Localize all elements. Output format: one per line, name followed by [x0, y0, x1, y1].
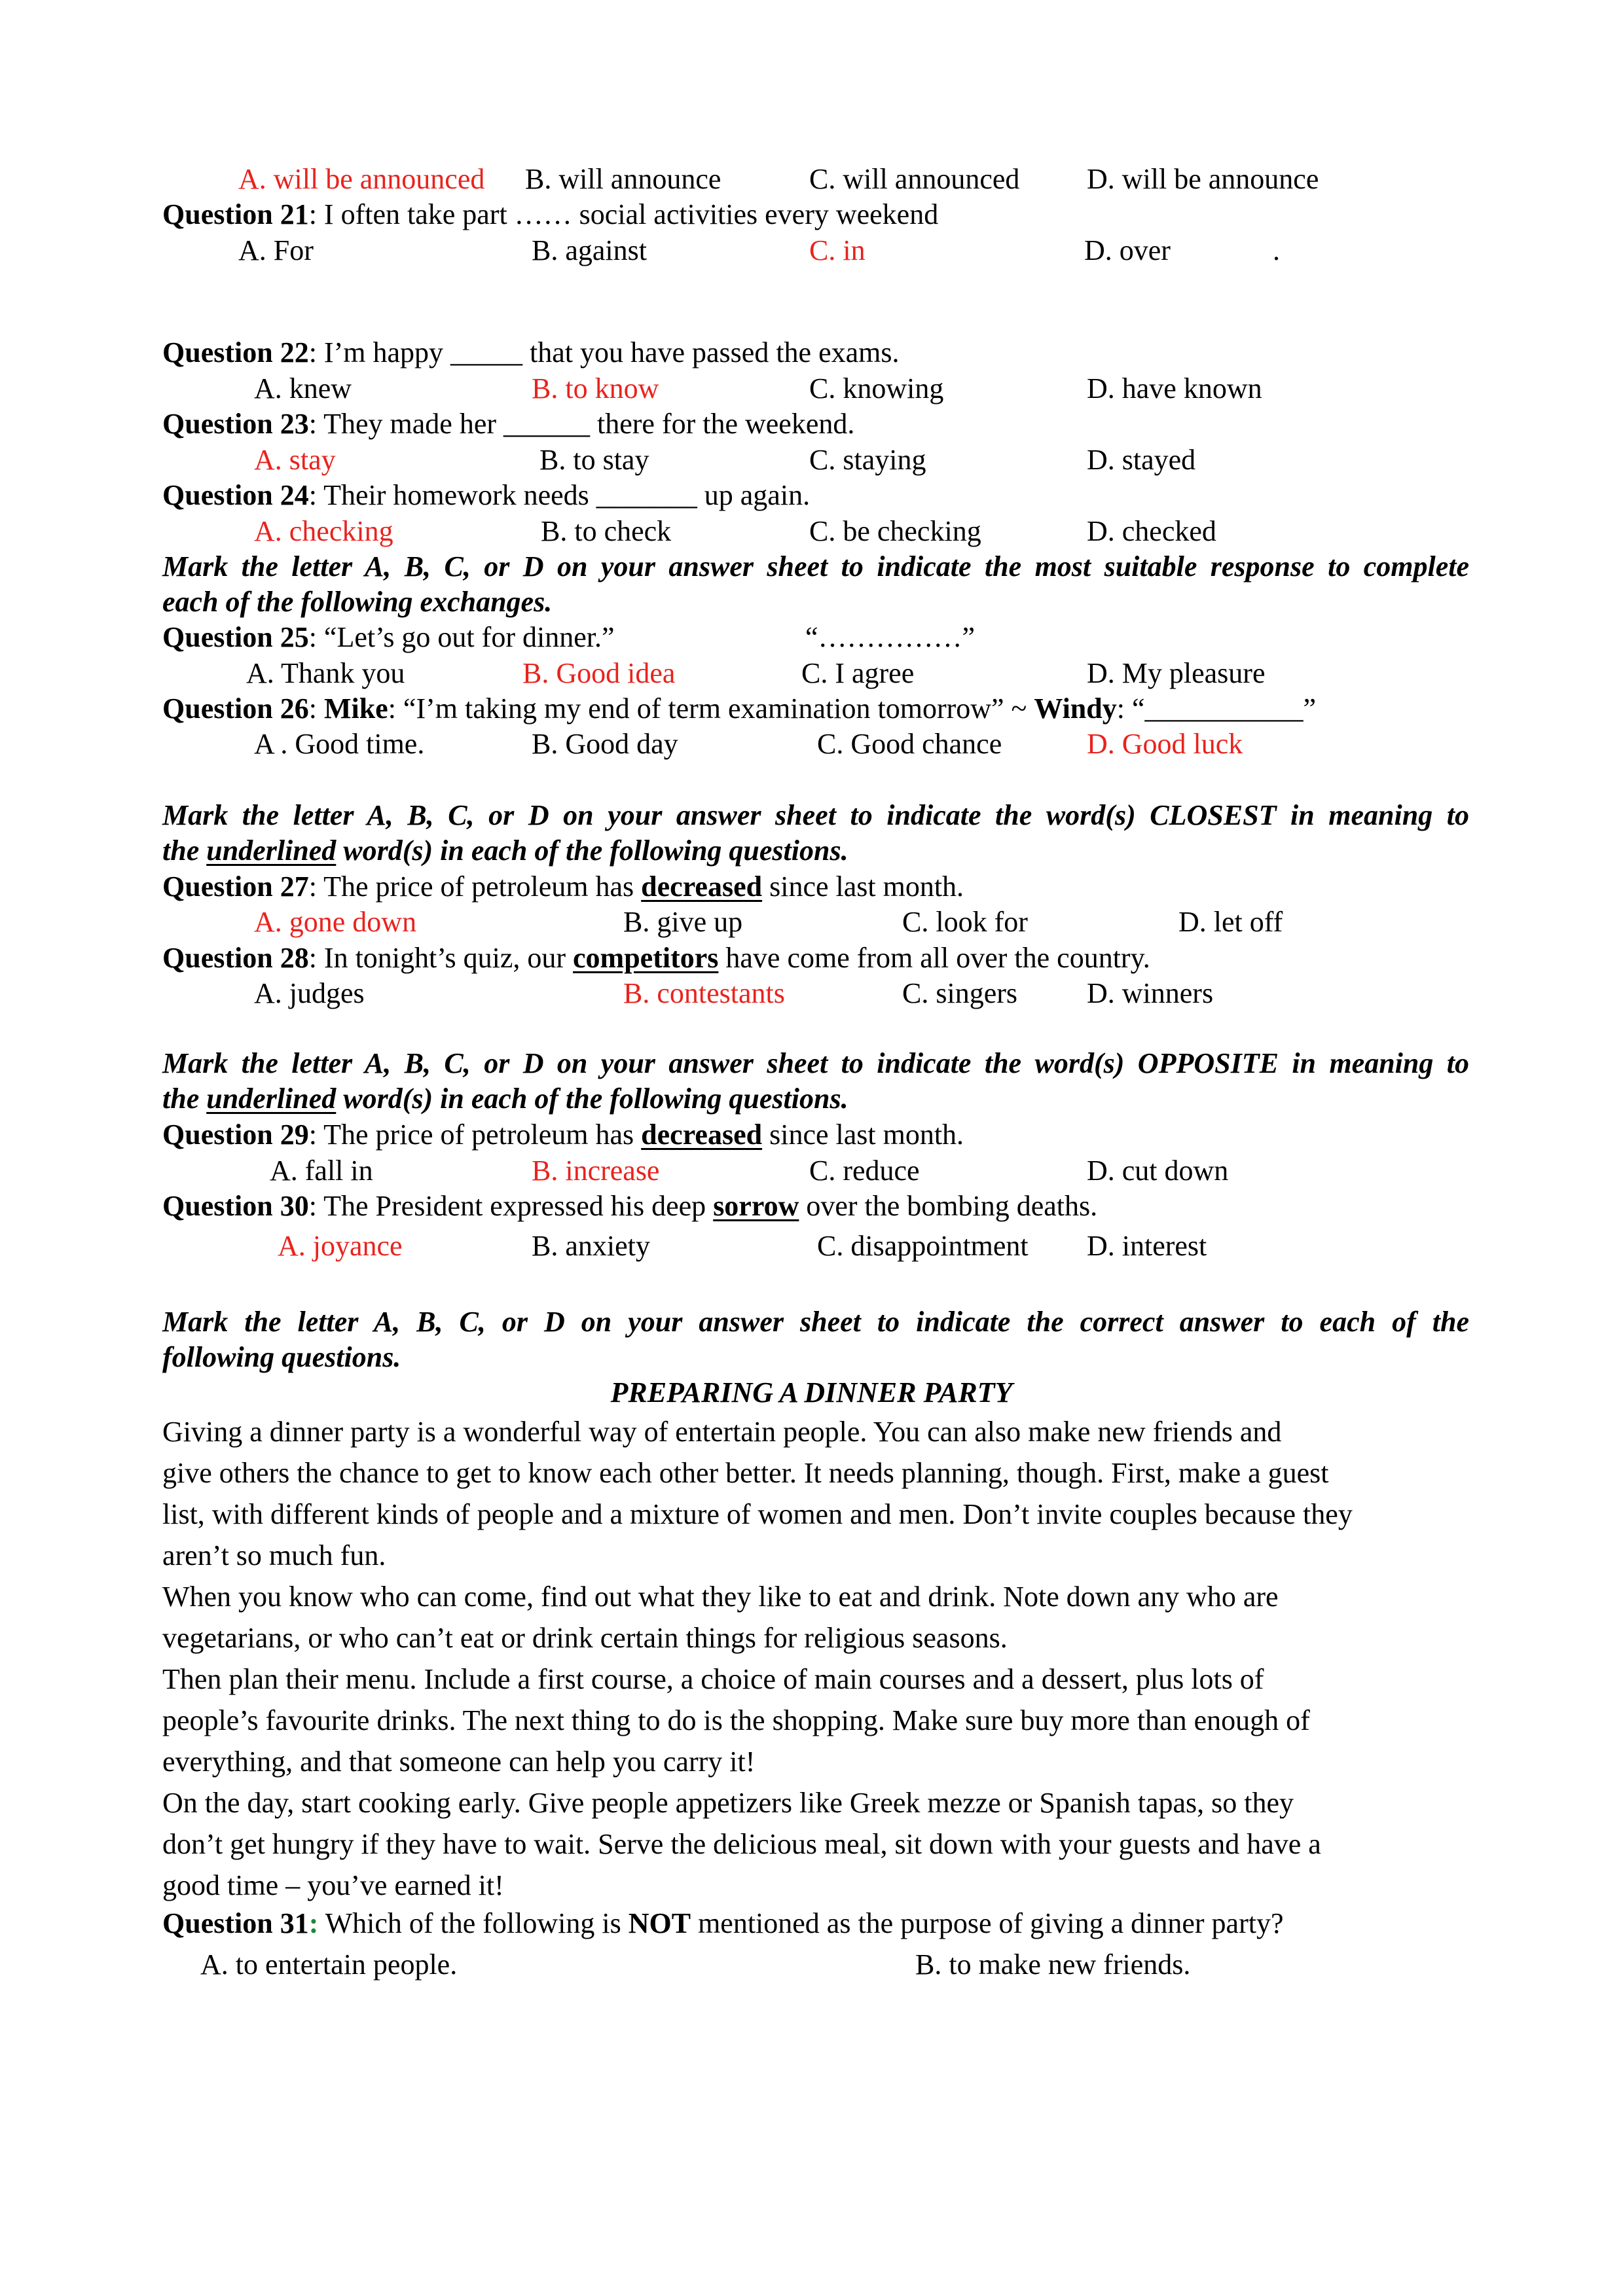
q29-option-b[interactable]: B. increase: [532, 1155, 660, 1187]
instruction-line-1: Mark the letter A, B, C, or D on your answer sheet to indicate the most suitable response to complete: [162, 550, 1469, 583]
instruction-line-2: following questions.: [162, 1341, 401, 1373]
question-label: Question 23: [162, 408, 309, 440]
passage-line: give others the chance to get to know each other better. It needs planning, though. First, make a guest: [162, 1457, 1329, 1489]
q22-option-d[interactable]: D. have known: [1087, 372, 1262, 404]
question-label: Question 25: [162, 621, 309, 653]
instruction-line-1: Mark the letter A, B, C, or D on your answer sheet to indicate the word(s) OPPOSITE in meaning to: [162, 1047, 1469, 1079]
passage-paragraph-3: [162, 1659, 1469, 1782]
question-label: Question 24: [162, 479, 309, 511]
q20-option-c[interactable]: C. will announced: [809, 163, 1020, 195]
q23-option-a[interactable]: A. stay: [254, 444, 336, 476]
question-29: [162, 1117, 964, 1153]
instruction-text: the: [162, 1083, 207, 1115]
q21-option-c[interactable]: C. in: [809, 234, 866, 266]
instruction-line-1: Mark the letter A, B, C, or D on your answer sheet to indicate the correct answer to each of the: [162, 1306, 1469, 1338]
q23-option-c[interactable]: C. staying: [809, 444, 926, 476]
q23-option-b[interactable]: B. to stay: [539, 444, 649, 476]
question-21: [162, 197, 938, 232]
q27-option-a[interactable]: A. gone down: [254, 906, 417, 938]
instruction-line-1: Mark the letter A, B, C, or D on your answer sheet to indicate the word(s) CLOSEST in meaning to: [162, 799, 1469, 831]
response-blank: : “___________”: [1116, 692, 1317, 725]
question-28: [162, 941, 1150, 976]
instruction-text: word(s) in each of the following questions.: [336, 834, 848, 867]
q25-option-c[interactable]: C. I agree: [801, 657, 915, 689]
q31-option-a[interactable]: A. to entertain people.: [200, 1948, 458, 1981]
q30-option-a[interactable]: A. joyance: [278, 1230, 403, 1262]
question-27: [162, 869, 964, 905]
speaker-windy: Windy: [1034, 692, 1117, 725]
q28-option-d[interactable]: D. winners: [1087, 977, 1214, 1009]
instruction-exchanges: [162, 549, 1469, 620]
passage-line: Giving a dinner party is a wonderful way of entertain people. You can also make new friends and: [162, 1416, 1282, 1448]
passage-paragraph-4: [162, 1782, 1469, 1906]
key-word: sorrow: [713, 1190, 799, 1222]
q23-option-d[interactable]: D. stayed: [1087, 444, 1196, 476]
question-26: [162, 691, 1316, 726]
question-text: : The President expressed his deep: [308, 1190, 714, 1222]
question-text: have come from all over the country.: [718, 942, 1150, 974]
question-label: Question 22: [162, 336, 309, 368]
passage-line: list, with different kinds of people and a mixture of women and men. Don’t invite couples because they: [162, 1498, 1353, 1530]
passage-line: people’s favourite drinks. The next thing to do is the shopping. Make sure buy more than enough of: [162, 1704, 1310, 1736]
q24-option-a[interactable]: A. checking: [254, 515, 393, 547]
passage-line: aren’t so much fun.: [162, 1539, 386, 1571]
q27-option-b[interactable]: B. give up: [623, 906, 743, 938]
q22-option-c[interactable]: C. knowing: [809, 372, 944, 404]
q29-option-d[interactable]: D. cut down: [1087, 1155, 1229, 1187]
q27-option-d[interactable]: D. let off: [1178, 906, 1283, 938]
instruction-text: word(s) in each of the following questions.: [336, 1083, 848, 1115]
question-text: : In tonight’s quiz, our: [308, 942, 574, 974]
q22-option-a[interactable]: A. knew: [254, 372, 352, 404]
question-text: since last month.: [762, 1119, 964, 1151]
q25-option-d[interactable]: D. My pleasure: [1087, 657, 1266, 689]
q25-response-blank: “……………”: [805, 621, 976, 653]
q28-option-c[interactable]: C. singers: [902, 977, 1017, 1009]
q26-option-a[interactable]: A . Good time.: [254, 728, 425, 760]
passage-line: good time – you’ve earned it!: [162, 1869, 504, 1901]
question-text: : The price of petroleum has: [308, 1119, 642, 1151]
question-25: [162, 620, 614, 655]
q25-option-a[interactable]: A. Thank you: [246, 657, 405, 689]
underlined-word: underlined: [206, 834, 337, 867]
question-text: : They made her ______ there for the weekend.: [308, 408, 855, 440]
question-text: since last month.: [762, 870, 964, 903]
instruction-line-2: [162, 833, 1469, 869]
question-22: [162, 335, 900, 370]
q20-option-b[interactable]: B. will announce: [525, 163, 721, 195]
q21-trailing-dot: .: [1273, 234, 1280, 266]
q29-option-c[interactable]: C. reduce: [809, 1155, 920, 1187]
question-text: mentioned as the purpose of giving a dinner party?: [691, 1907, 1284, 1939]
question-label: Question 29: [162, 1119, 309, 1151]
passage-line: On the day, start cooking early. Give people appetizers like Greek mezze or Spanish tapas, so they: [162, 1787, 1294, 1819]
q25-option-b[interactable]: B. Good idea: [522, 657, 676, 689]
q22-option-b[interactable]: B. to know: [532, 372, 659, 404]
q20-option-a[interactable]: A. will be announced: [238, 163, 485, 195]
instruction-line-2: each of the following exchanges.: [162, 586, 553, 618]
q21-option-a[interactable]: A. For: [238, 234, 314, 266]
q20-option-d[interactable]: D. will be announce: [1087, 163, 1319, 195]
passage-line: vegetarians, or who can’t eat or drink certain things for religious seasons.: [162, 1622, 1008, 1654]
q24-option-b[interactable]: B. to check: [541, 515, 672, 547]
q29-option-a[interactable]: A. fall in: [270, 1155, 373, 1187]
q24-option-c[interactable]: C. be checking: [809, 515, 981, 547]
question-label: Question 31: [162, 1907, 309, 1939]
question-label: Question 21: [162, 198, 309, 230]
question-30: [162, 1189, 1097, 1224]
q26-option-b[interactable]: B. Good day: [532, 728, 678, 760]
question-text: Which of the following is: [318, 1907, 629, 1939]
q30-option-d[interactable]: D. interest: [1087, 1230, 1207, 1262]
q28-option-b[interactable]: B. contestants: [623, 977, 785, 1009]
question-text: : I’m happy _____ that you have passed the exams.: [308, 336, 900, 368]
instruction-closest: [162, 798, 1469, 869]
instruction-line-2: [162, 1081, 1469, 1117]
passage-line: When you know who can come, find out what they like to eat and drink. Note down any who are: [162, 1581, 1279, 1613]
instruction-opposite: [162, 1046, 1469, 1117]
q30-option-c[interactable]: C. disappointment: [817, 1230, 1029, 1262]
passage-paragraph-1: [162, 1411, 1469, 1576]
instruction-text: the: [162, 834, 207, 867]
q27-option-c[interactable]: C. look for: [902, 906, 1028, 938]
key-word: decreased: [641, 870, 763, 903]
q24-option-d[interactable]: D. checked: [1087, 515, 1216, 547]
passage-line: Then plan their menu. Include a first course, a choice of main courses and a dessert, plus lots of: [162, 1663, 1264, 1695]
passage-line: everything, and that someone can help you carry it!: [162, 1746, 756, 1778]
question-colon: :: [308, 1907, 319, 1939]
passage-paragraph-2: [162, 1576, 1469, 1659]
q26-option-d[interactable]: D. Good luck: [1087, 728, 1243, 760]
q26-option-c[interactable]: C. Good chance: [817, 728, 1002, 760]
instruction-reading: [162, 1304, 1469, 1375]
question-text: : “Let’s go out for dinner.”: [308, 621, 615, 653]
q21-option-d[interactable]: D. over: [1084, 234, 1171, 266]
question-label: Question 27: [162, 870, 309, 903]
passage-line: don’t get hungry if they have to wait. Serve the delicious meal, sit down with your guests and have a: [162, 1828, 1321, 1860]
speaker-mike: Mike: [323, 692, 388, 725]
question-31: [162, 1906, 1283, 1941]
question-colon: :: [308, 692, 324, 725]
key-word: NOT: [628, 1907, 691, 1939]
passage-title: PREPARING A DINNER PARTY: [610, 1376, 1013, 1408]
q28-option-a[interactable]: A. judges: [254, 977, 365, 1009]
question-label: Question 30: [162, 1190, 309, 1222]
question-text: : “I’m taking my end of term examination tomorrow” ~: [388, 692, 1034, 725]
q21-option-b[interactable]: B. against: [532, 234, 647, 266]
question-label: Question 26: [162, 692, 309, 725]
key-word: decreased: [641, 1119, 763, 1151]
question-text: over the bombing deaths.: [799, 1190, 1098, 1222]
question-text: : Their homework needs _______ up again.: [308, 479, 811, 511]
key-word: competitors: [573, 942, 719, 974]
question-24: [162, 478, 810, 513]
q31-option-b[interactable]: B. to make new friends.: [915, 1948, 1191, 1981]
question-23: [162, 406, 854, 442]
question-text: : The price of petroleum has: [308, 870, 642, 903]
question-text: : I often take part …… social activities every weekend: [308, 198, 939, 230]
underlined-word: underlined: [206, 1083, 337, 1115]
q30-option-b[interactable]: B. anxiety: [532, 1230, 650, 1262]
question-label: Question 28: [162, 942, 309, 974]
